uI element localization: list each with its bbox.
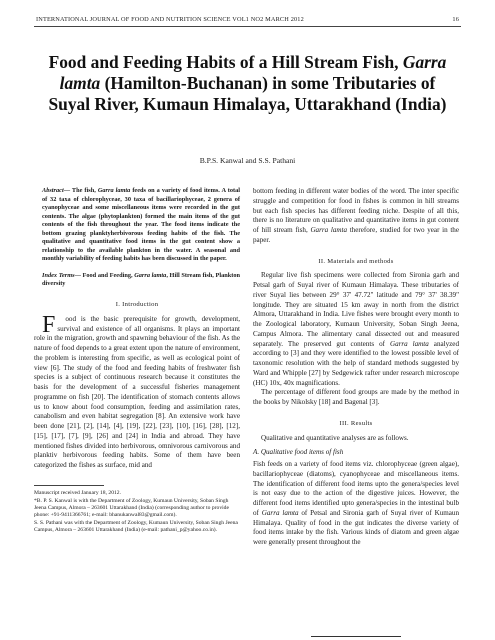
methods-species: Garra lamta	[389, 339, 429, 348]
intro-continued-end: therefore, studied for two year in the paper.	[253, 226, 459, 244]
qualitative-species: Garra lamta	[261, 508, 299, 517]
section-heading-results: III. Results	[339, 419, 373, 427]
page-number: 16	[452, 16, 459, 23]
methods-paragraph-2: The percentage of different food groups are made by the method in the books by Nikolsky [18] and Bagenal [3].	[253, 388, 459, 406]
qualitative-paragraph	[253, 460, 459, 548]
header-rule	[34, 26, 461, 27]
results-paragraph: Qualitative and quantitative analyses are as follows.	[261, 433, 409, 442]
subsection-heading-qualitative: A. Qualitative food items of fish	[253, 448, 344, 457]
index-terms-text-1: — Food and Feeding,	[74, 271, 135, 279]
abstract-species: Garra lamta	[97, 187, 131, 194]
index-terms-label: Index Terms	[42, 271, 75, 279]
index-terms	[34, 272, 240, 289]
title-species: Garra lamta	[59, 52, 447, 93]
intro-continued-species: Garra lamta	[310, 226, 348, 234]
bottom-rule	[311, 636, 401, 637]
index-terms-species: Garra lamta	[134, 271, 167, 279]
section-heading-methods: II. Materials and methods	[318, 257, 394, 265]
qualitative-text-a: Fish feeds on a variety of food items viz. chlorophyceae (green algae), bacillariophyceae (diatoms), cyanophyceae and miscellaneous items. The identification of different food items upto the genera/species level is not easy due to the action of the digestive juices. However, the different food items identified upto genera/species in the intestinal bulb of	[253, 460, 459, 517]
intro-paragraph	[34, 311, 240, 471]
abstract-text-1: — The fish,	[63, 187, 98, 194]
running-head	[36, 16, 459, 23]
journal-name: INTERNATIONAL JOURNAL OF FOOD AND NUTRITION SCIENCE VOL1 NO2 MARCH 2012	[36, 16, 304, 23]
qualitative-text-b: of Petsal and Sironia garh of Suyal river of Kumaun Himalaya. Quality of food in the gut indicates the diverse variety of food items intake by the fish. Various kinds of diatom and green algae were generally present throughout the	[253, 508, 459, 546]
title-part-2: (Hamilton-Buchanan) in some Tributaries of Suyal River, Kumaun Himalaya, Uttarakhand (India)	[48, 73, 447, 114]
section-heading-introduction: I. Introduction	[115, 301, 159, 309]
paper-title	[40, 52, 455, 115]
footnote-received: Manuscript received January 18, 2012.	[34, 489, 121, 496]
index-terms-text-2: , Hill Stream fish, Plankton diversity	[42, 271, 241, 288]
author-list: B.P.S. Kanwal and S.S. Pathani	[199, 156, 296, 165]
methods-paragraph-1	[253, 271, 459, 388]
title-part-1: Food and Feeding Habits of a Hill Stream Fish,	[48, 52, 403, 72]
left-column	[34, 187, 240, 535]
abstract	[34, 187, 240, 264]
right-column	[253, 187, 459, 548]
abstract-text-2: feeds on a variety of food items. A total of 32 taxa of chlorophyceae, 30 taxa of bacillariophyceae, 2 genera of cyanophyceae and some miscellaneous items were recorded in the gut contents. The algae (phytoplankton) formed the main items of the gut contents of the fish throughout the year. The food items indicate the bottom grazing planktyherbivorous feeding habits of the fish. The qualitative and quantitative food items in the gut content show a relationship to the available plankton in the water. A seasonal and monthly variability of feeding habits has been discussed in the paper.	[42, 187, 241, 263]
abstract-label: Abstract	[42, 187, 64, 194]
footnote-author-2: S. S. Pathani was with the Department of Zoology, Kumaun University, Soban Singh Jeena Campus, Almora – 263601 Uttarakhand (India) (e-mail: pathani_p@yahoo.co.in).	[34, 519, 238, 533]
intro-continued-text: bottom feeding in different water bodies of the word. The inter specific struggle and competition for food in fishes is common in hill streams but each fish species has different feeding niche. Despite of all this, there is no literature on qualitative and quantitative items in gut content of hill stream fish,	[253, 187, 459, 234]
methods-text-1b: analyzed according to [3] and they were identified to the lowest possible level of taxonomic resolution with the help of standard methods suggested by Ward and Whipple [27] by Sedgewick rafter under research microscope (HC) 10x, 40x magnifications.	[253, 339, 460, 387]
intro-text: ood is the basic prerequisite for growth, development, survival and existence of all organisms. It plays an important role in the migration, growth and spawning behaviour of the fish. As the nature of food depends to a great extent upon the nature of environment, the problem is interesting from specific, as well as ecological point of view [6]. The study of the food and feeding habits of freshwater fish species is a subject of continuous research because it constitutes the basis for the development of a successful fisheries management programme on fish [20]. The identification of stomach contents allows us to know about food consumption, feeding and assimilation rates, canabolism and even habitat segregation [8]. An extensive work have been done [21], [2], [14], [4], [19], [22], [23], [10], [16], [28], [12], [15], [17], [7], [9], [26] and [24] in India and abroad. They have mentioned fishes divided into herbivorous, omnivorous carnivorous and planktiv herbivorous feeding habits. Some of them have been categorized the fishes as surface, mid and	[34, 314, 240, 470]
footnotes	[34, 490, 240, 534]
methods-text-1a: Regular live fish specimens were collected from Sironia garh and Petsal garh of Suyal river of Kumaun Himalaya. These tributaries of river Suyal lies between 29° 37' 47.72" latitude and 79° 37' 38.39" longitude. They are situated 15 km away in north from the district Almora, Uttarakhand in India. Live fishes were brought every month to the Zoological laboratory, Kumaun University, Soban Singh Jeena, Campus Almora. The alimentary canal dissected out and measured separately. The preserved gut contents of	[253, 271, 459, 348]
footnote-rule	[34, 485, 104, 486]
drop-cap: F	[42, 311, 56, 338]
footnote-author-1: *B. P. S. Kanwal is with the Department of Zoology, Kumaun University, Soban Singh Jeena Campus, Almora – 263601 Uttarakhand (India) (corresponding author to provide phone: +91-9411366761; e-mail: bhanukanwal83@gmail.com).	[34, 497, 229, 518]
intro-continued	[253, 187, 459, 246]
